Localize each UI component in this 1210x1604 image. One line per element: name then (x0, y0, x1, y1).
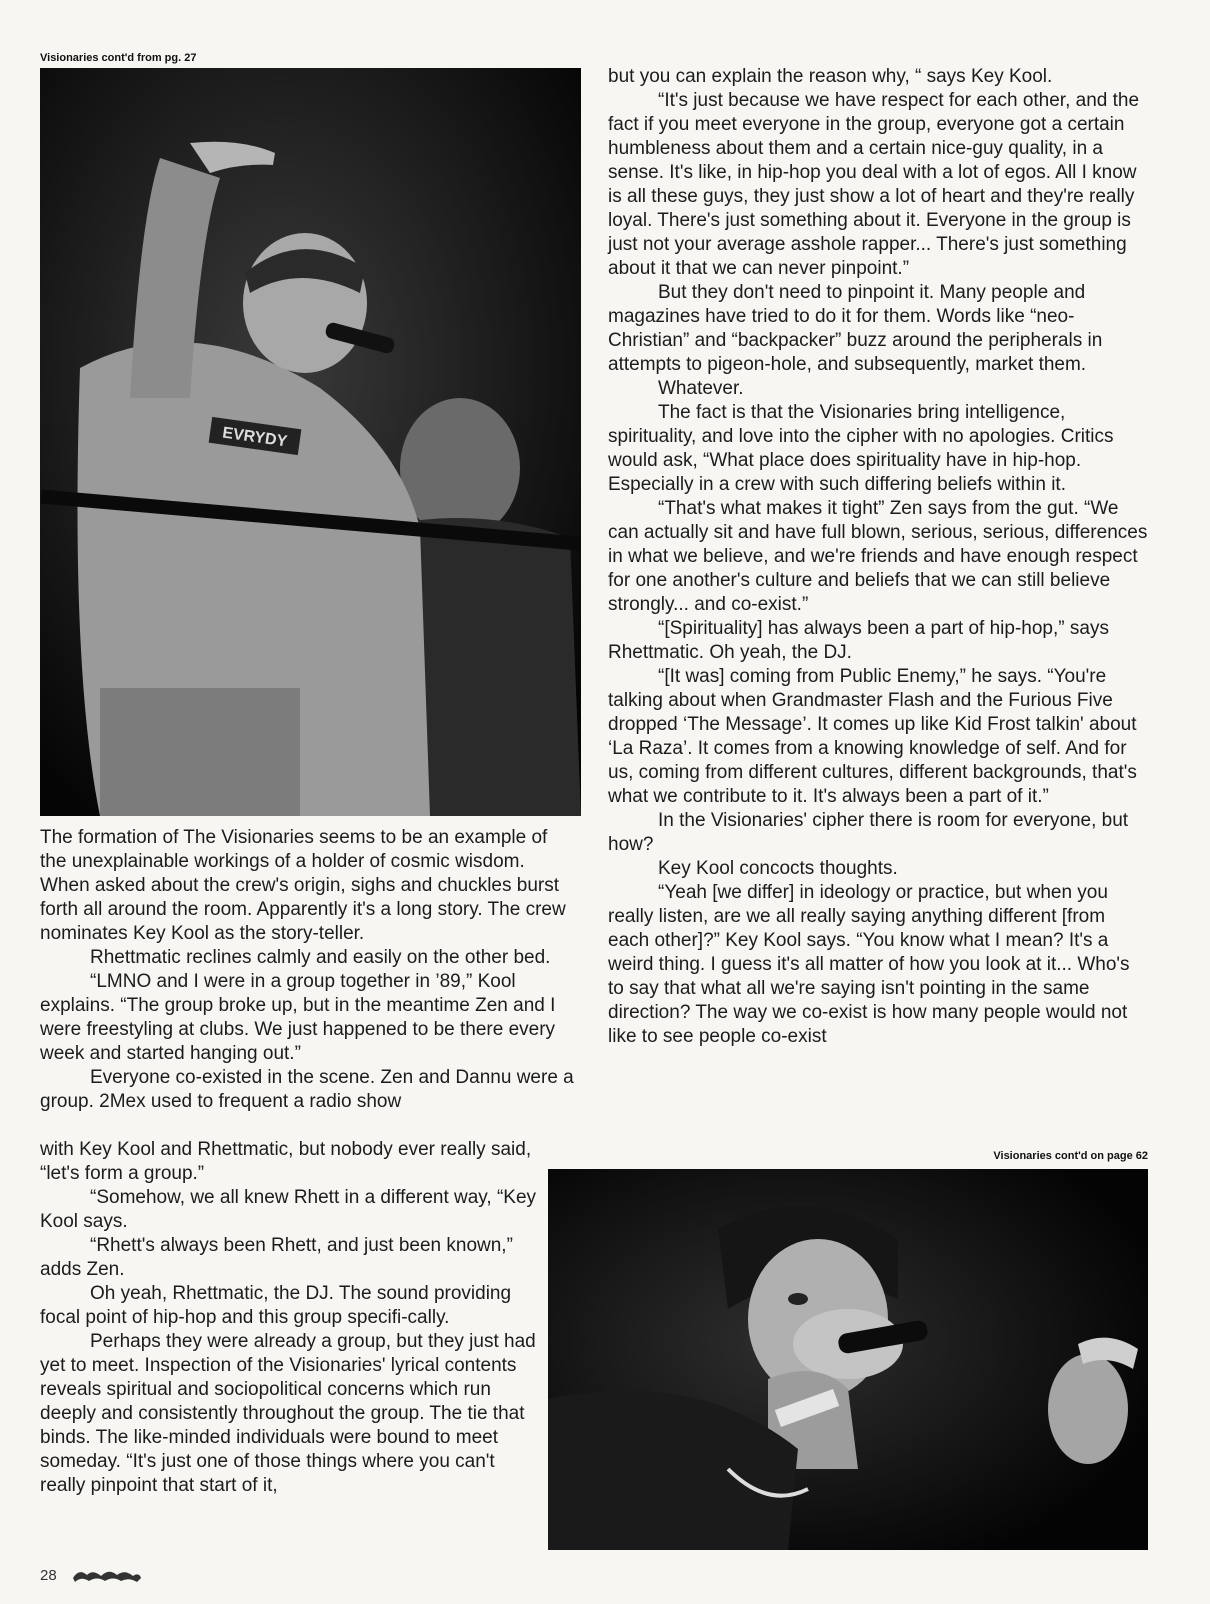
paragraph: But they don't need to pinpoint it. Many people and magazines have tried to do it for them. Words like “neo-Christian” and “backpacker” buzz around the peripherals in attempts to pigeon-hole, and subsequently, market them. (608, 282, 1103, 375)
page-footer (40, 1566, 143, 1584)
paragraph: “Rhett's always been Rhett, and just been known,” adds Zen. (40, 1235, 513, 1280)
paragraph: “[It was] coming from Public Enemy,” he says. “You're talking about when Grandmaster Flash and the Furious Five dropped ‘The Message’. It comes up like Kid Frost talkin' about ‘La Raza’. It comes from a knowing knowledge of self. And for us, coming from different cultures, different backgrounds, that's what we contribute to it. It's always been a part of it.” (608, 666, 1137, 807)
article-column-left-bottom (40, 1138, 540, 1498)
continued-on-label: Visionaries cont'd on page 62 (993, 1150, 1148, 1162)
performer-photo-top-image (40, 68, 581, 816)
shirt-logo-text: EVRYDY (221, 424, 289, 451)
paragraph: “Yeah [we differ] in ideology or practice, but when you really listen, are we all really saying anything different [from each other]?” Key Kool says. “You know what I mean? It's a weird thing. I guess it's all matter of how you look at it... Who's to say that what all we're saying isn't pointing in the same direction? The way we co-exist is how many people would not like to see people co-exist (608, 882, 1130, 1047)
paragraph: but you can explain the reason why, “ says Key Kool. (608, 66, 1053, 87)
performer-photo-bottom-image (548, 1169, 1148, 1550)
paragraph: “LMNO and I were in a group together in ’89,” Kool explains. “The group broke up, but in the meantime Zen and I were freestyling at clubs. We just happened to be there every week and started hanging out.” (40, 971, 556, 1064)
magazine-logo-icon (71, 1566, 143, 1584)
paragraph: “Somehow, we all knew Rhett in a different way, “Key Kool says. (40, 1187, 537, 1232)
continued-from-label: Visionaries cont'd from pg. 27 (40, 52, 197, 64)
paragraph: “It's just because we have respect for each other, and the fact if you meet everyone in the group, everyone got a certain humbleness about them and a certain nice-guy quality, in a sense. It's like, in hip-hop you deal with a lot of egos. All I know is all these guys, they just show a lot of heart and they're really loyal. There's just something about it. Everyone in the group is just not your average asshole rapper... There's just something about it that we can never pinpoint.” (608, 90, 1140, 279)
paragraph: The formation of The Visionaries seems to be an example of the unexplainable workings of a holder of cosmic wisdom. When asked about the crew's origin, sighs and chuckles burst forth all around the room. Apparently it's a long story. The crew nominates Key Kool as the story-teller. (40, 827, 566, 944)
page-number: 28 (40, 1566, 57, 1584)
paragraph: with Key Kool and Rhettmatic, but nobody ever really said, “let's form a group.” (40, 1139, 532, 1184)
performer-photo-top (40, 68, 581, 816)
paragraph: Key Kool concocts thoughts. (658, 858, 898, 879)
paragraph: Rhettmatic reclines calmly and easily on the other bed. (90, 947, 551, 968)
paragraph: The fact is that the Visionaries bring intelligence, spirituality, and love into the cipher with no apologies. Critics would ask, “What place does spirituality have in hip-hop. Especially in a crew with such differing beliefs within it. (608, 402, 1114, 495)
paragraph: Whatever. (658, 378, 744, 399)
paragraph: “[Spirituality] has always been a part of hip-hop,” says Rhettmatic. Oh yeah, the DJ. (608, 618, 1109, 663)
paragraph: “That's what makes it tight” Zen says from the gut. “We can actually sit and have full blown, serious, serious, differences in what we believe, and we're friends and have enough respect for one another's culture and beliefs that we can still believe strongly... and co-exist.” (608, 498, 1148, 615)
paragraph: Oh yeah, Rhettmatic, the DJ. The sound providing focal point of hip-hop and this group specifi-cally. (40, 1283, 512, 1328)
paragraph: Perhaps they were already a group, but they just had yet to meet. Inspection of the Visionaries' lyrical contents reveals spiritual and sociopolitical concerns which run deeply and consistently throughout the group. The tie that binds. The like-minded individuals were bound to meet someday. “It's just one of those things where you can't really pinpoint that start of it, (40, 1331, 536, 1496)
performer-photo-bottom (548, 1169, 1148, 1550)
paragraph: In the Visionaries' cipher there is room for everyone, but how? (608, 810, 1129, 855)
paragraph: Everyone co-existed in the scene. Zen and Dannu were a group. 2Mex used to frequent a radio show (40, 1067, 574, 1112)
article-column-left-top (40, 826, 578, 1114)
article-column-right (608, 65, 1148, 1049)
